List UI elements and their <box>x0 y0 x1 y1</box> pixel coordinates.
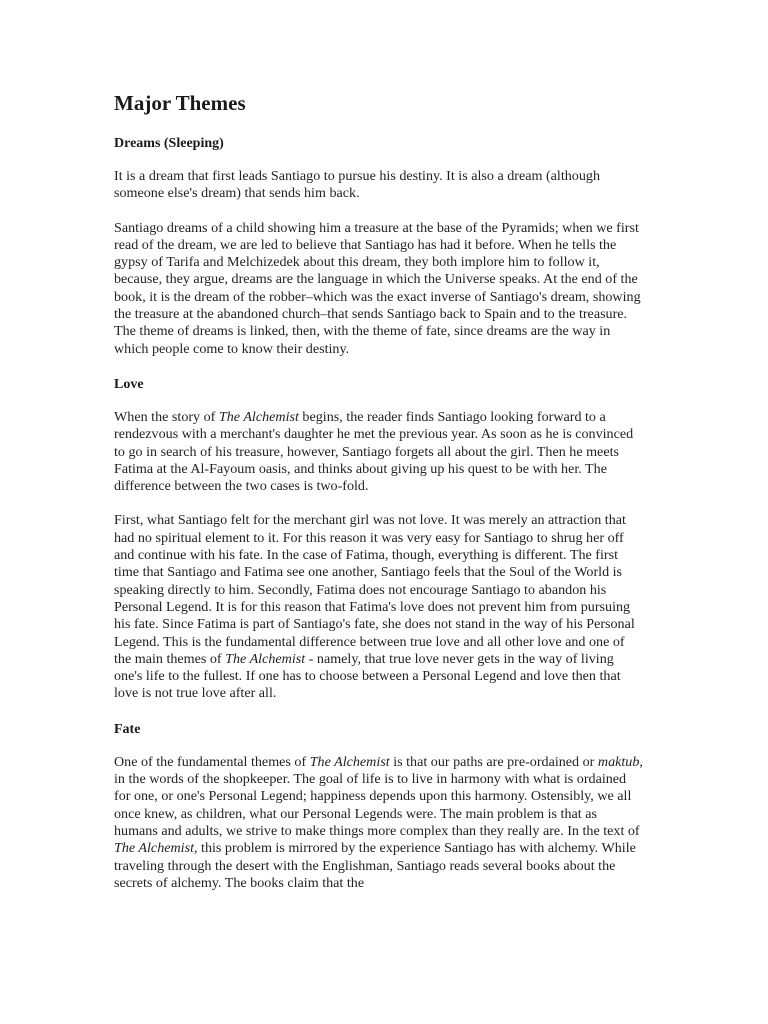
italic-text: The Alchemist <box>218 408 299 425</box>
text-run: , in the words of the shopkeeper. The goal of life is to live in harmony with what is ordained for one, or one's Personal Legend; happiness depends upon this harmony. Ostensibly, we all once knew, as children, what our Personal Legends were. The main problem is that as humans and adults, we strive to make things more complex than they really are. In the text of <box>114 753 643 839</box>
document-page <box>114 88 644 909</box>
italic-text: The Alchemist <box>225 650 306 667</box>
section-heading: Dreams (Sleeping) <box>114 136 224 151</box>
text-run: begins, the reader finds Santiago looking forward to a rendezvous with a merchant's daughter he met the previous year. As soon as he is convinced to go in search of his treasure, however, Santiago forgets all about the girl. Then he meets Fatima at the Al-Fayoum oasis, and thinks about giving up his quest to be with her. The difference between the two cases is two-fold. <box>114 408 634 495</box>
section-heading: Love <box>114 376 144 392</box>
text-run: , this problem is mirrored by the experience Santiago has with alchemy. While traveling through the desert with the Englishman, Santiago reads several books about the secrets of alchemy. The books claim that the <box>114 840 636 891</box>
text-run: Santiago dreams of a child showing him a treasure at the base of the Pyramids; when we first read of the dream, we are led to believe that Santiago has had it before. When he tells the gypsy of Tarifa and Melchizedek about this dream, they both implore him to follow it, because, they argue, dreams are the language in which the Universe speaks. At the end of the book, it is the dream of the robber–which was the exact inverse of Santiago's dream, showing the treasure at the abandoned church–that sends Santiago back to Spain and to the treasure. The theme of dreams is linked, then, with the theme of fate, since dreams are the way in which people come to know their destiny. <box>114 219 641 357</box>
section-paragraph <box>114 409 644 495</box>
section-paragraph <box>114 220 644 358</box>
italic-text: The Alchemist <box>309 753 390 770</box>
italic-text: The Alchemist <box>114 840 194 857</box>
section-paragraph <box>114 512 644 702</box>
section-paragraph <box>114 168 644 203</box>
sections-container <box>114 134 644 892</box>
section-paragraph <box>114 754 644 892</box>
text-run: When the story of <box>114 408 219 425</box>
page-title: Major Themes <box>114 91 246 115</box>
text-run: - namely, that true love never gets in the way of living one's life to the fullest. If one has to choose between a Personal Legend and love then that love is not true love after all. <box>114 650 621 702</box>
section-heading: Fate <box>114 721 141 737</box>
italic-text: maktub <box>597 753 640 770</box>
text-run: First, what Santiago felt for the merchant girl was not love. It was merely an attraction that had no spiritual element to it. For this reason it was very easy for Santiago to shrug her off and continue with his fate. In the case of Fatima, though, everything is different. The first time that Santiago and Fatima see one another, Santiago feels that the Soul of the World is speaking directly to him. Secondly, Fatima does not encourage Santiago to abandon his Personal Legend. It is for this reason that Fatima's love does not prevent him from pursuing his fate. Since Fatima is part of Santiago's fate, she does not stand in the way of his Personal Legend. This is the fundamental difference between true love and all other love and one of the main themes of <box>114 512 635 667</box>
text-run: is that our paths are pre-ordained or <box>389 753 598 770</box>
text-run: It is a dream that first leads Santiago to pursue his destiny. It is also a dream (although someone else's dream) that sends him back. <box>114 168 600 202</box>
text-run: One of the fundamental themes of <box>114 753 310 770</box>
